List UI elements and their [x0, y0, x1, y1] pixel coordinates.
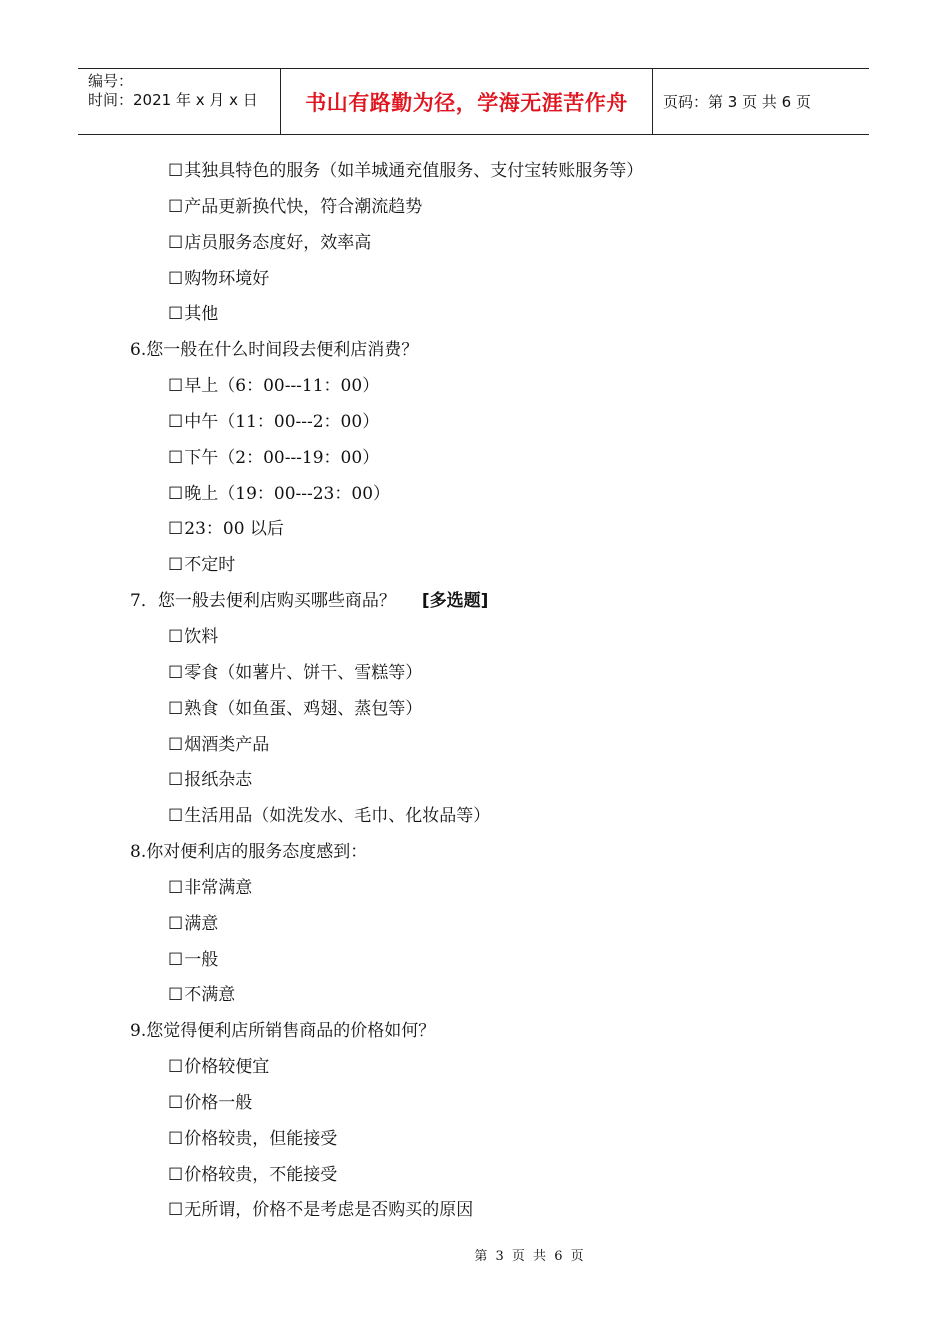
checkbox-icon[interactable]: ☐ [168, 304, 184, 325]
option-item[interactable] [0, 620, 950, 656]
question-label: 9.您觉得便利店所销售商品的价格如何？ [130, 1021, 436, 1042]
option-item[interactable] [0, 369, 950, 405]
checkbox-icon[interactable]: ☐ [168, 555, 184, 576]
checkbox-icon[interactable]: ☐ [168, 1128, 184, 1149]
option-label: 烟酒类产品 [184, 734, 270, 755]
option-item[interactable] [0, 441, 950, 477]
checkbox-icon[interactable]: ☐ [168, 913, 184, 934]
option-label: 晚上（19：00---23：00） [184, 483, 391, 504]
option-label: 饮料 [184, 626, 219, 647]
checkbox-icon[interactable]: ☐ [168, 411, 184, 432]
option-item[interactable] [0, 1086, 950, 1122]
option-label: 购物环境好 [184, 268, 270, 289]
checkbox-icon[interactable]: ☐ [168, 949, 184, 970]
checkbox-icon[interactable]: ☐ [168, 985, 184, 1006]
option-item[interactable] [0, 154, 950, 190]
checkbox-icon[interactable]: ☐ [168, 662, 184, 683]
footer-page-number: 第 3 页 共 6 页 [474, 1249, 586, 1264]
option-item[interactable] [0, 262, 950, 298]
checkbox-icon[interactable]: ☐ [168, 483, 184, 504]
option-item[interactable] [0, 728, 950, 764]
header-meta [78, 69, 281, 134]
checkbox-icon[interactable]: ☐ [168, 877, 184, 898]
option-label: 零食（如薯片、饼干、雪糕等） [184, 662, 423, 683]
option-item[interactable] [0, 297, 950, 333]
option-label: 满意 [184, 913, 219, 934]
question-text [0, 835, 950, 871]
option-label: 产品更新换代快，符合潮流趋势 [184, 196, 423, 217]
option-item[interactable] [0, 548, 950, 584]
option-item[interactable] [0, 1122, 950, 1158]
option-item[interactable] [0, 405, 950, 441]
checkbox-icon[interactable]: ☐ [168, 519, 184, 540]
option-item[interactable] [0, 871, 950, 907]
option-label: 早上（6：00---11：00） [184, 376, 380, 397]
option-label: 价格一般 [184, 1092, 253, 1113]
option-item[interactable] [0, 656, 950, 692]
option-label: 熟食（如鱼蛋、鸡翅、蒸包等） [184, 698, 423, 719]
option-item[interactable] [0, 799, 950, 835]
option-label: 其独具特色的服务（如羊城通充值服务、支付宝转账服务等） [184, 161, 644, 181]
checkbox-icon[interactable]: ☐ [168, 626, 184, 647]
option-item[interactable] [0, 1050, 950, 1086]
option-label: 不满意 [184, 985, 236, 1006]
doc-number-label: 编号： [88, 72, 134, 90]
option-label: 价格较贵，不能接受 [184, 1164, 338, 1185]
question-label: 6.您一般在什么时间段去便利店消费？ [130, 340, 419, 361]
checkbox-icon[interactable]: ☐ [168, 196, 184, 217]
option-item[interactable] [0, 978, 950, 1014]
option-label: 价格较便宜 [184, 1057, 270, 1078]
option-label: 非常满意 [184, 877, 253, 898]
option-item[interactable] [0, 512, 950, 548]
option-label: 不定时 [184, 555, 236, 576]
option-label: 店员服务态度好，效率高 [184, 232, 372, 253]
header-page-info: 页码：第 3 页 共 6 页 [663, 93, 811, 111]
checkbox-icon[interactable]: ☐ [168, 161, 184, 181]
question-text [0, 584, 950, 620]
question-text [0, 1014, 950, 1050]
option-item[interactable] [0, 692, 950, 728]
option-label: 其他 [184, 304, 219, 325]
checkbox-icon[interactable]: ☐ [168, 232, 184, 253]
option-item[interactable] [0, 943, 950, 979]
option-label: 下午（2：00---19：00） [184, 447, 380, 468]
option-item[interactable] [0, 226, 950, 262]
question-label: 8.你对便利店的服务态度感到： [130, 842, 368, 863]
question-label: 7．您一般去便利店购买哪些商品？ [130, 591, 396, 612]
checkbox-icon[interactable]: ☐ [168, 376, 184, 397]
option-item[interactable] [0, 477, 950, 513]
option-item[interactable] [0, 763, 950, 799]
multi-select-tag: [多选题] [421, 591, 489, 612]
doc-time-label: 时间：2021 年 x 月 x 日 [88, 91, 258, 109]
checkbox-icon[interactable]: ☐ [168, 1057, 184, 1078]
header-slogan: 书山有路勤为径，学海无涯苦作舟 [281, 69, 653, 134]
option-label: 一般 [184, 949, 219, 970]
option-item[interactable] [0, 1158, 950, 1194]
checkbox-icon[interactable]: ☐ [168, 1164, 184, 1185]
checkbox-icon[interactable]: ☐ [168, 1200, 184, 1221]
option-item[interactable] [0, 190, 950, 226]
option-item[interactable] [0, 907, 950, 943]
option-label: 价格较贵，但能接受 [184, 1128, 338, 1149]
question-text [0, 333, 950, 369]
checkbox-icon[interactable]: ☐ [168, 268, 184, 289]
checkbox-icon[interactable]: ☐ [168, 447, 184, 468]
checkbox-icon[interactable]: ☐ [168, 734, 184, 755]
checkbox-icon[interactable]: ☐ [168, 770, 184, 791]
option-label: 报纸杂志 [184, 770, 253, 791]
option-label: 中午（11：00---2：00） [184, 411, 380, 432]
page-footer [0, 1245, 950, 1264]
checkbox-icon[interactable]: ☐ [168, 1092, 184, 1113]
questionnaire-body [0, 154, 950, 1229]
checkbox-icon[interactable]: ☐ [168, 806, 184, 827]
option-label: 生活用品（如洗发水、毛巾、化妆品等） [184, 806, 491, 827]
option-label: 无所谓，价格不是考虑是否购买的原因 [184, 1200, 474, 1221]
checkbox-icon[interactable]: ☐ [168, 698, 184, 719]
option-item[interactable] [0, 1193, 950, 1229]
page-header [78, 68, 869, 135]
option-label: 23：00 以后 [184, 519, 284, 540]
